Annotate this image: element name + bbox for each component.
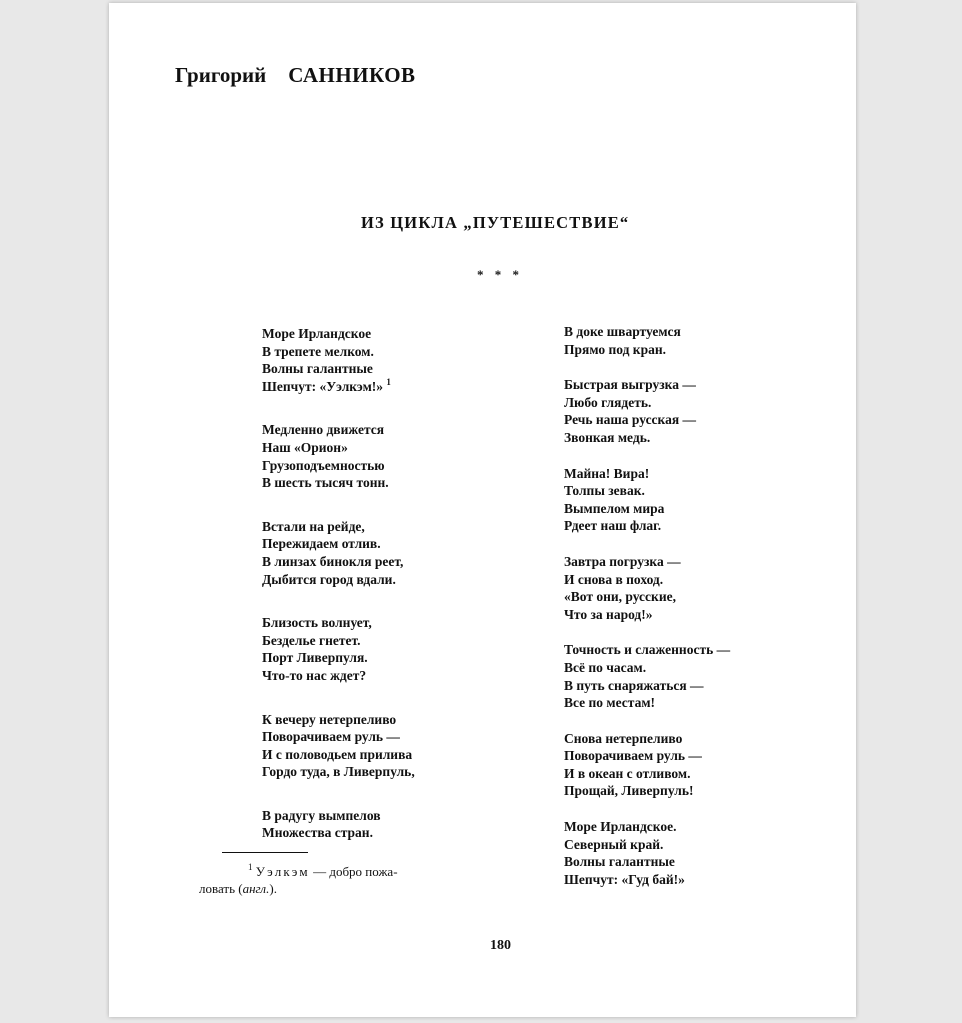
poem-line: Любо глядеть. xyxy=(564,394,652,410)
poem-line: Все по местам! xyxy=(564,695,656,711)
poem-line: Море Ирландское. xyxy=(564,819,677,835)
poem-line: Вымпелом мира xyxy=(564,500,665,516)
footnote-line xyxy=(199,863,459,880)
poem-line: И с половодьем прилива xyxy=(262,746,413,762)
footnote-text: ловать ( xyxy=(199,881,243,896)
poem-line: Поворачиваем руль — xyxy=(564,748,702,764)
author-name xyxy=(175,63,416,88)
stanza xyxy=(262,807,415,842)
poem-line: Поворачиваем руль — xyxy=(262,729,400,745)
poem-column-left xyxy=(262,325,415,861)
poem-line: Порт Ливерпуля. xyxy=(262,650,368,666)
poem-line: Волны галантные xyxy=(262,361,373,377)
footnote-text: — добро пожа- xyxy=(309,864,398,879)
poem-line: «Вот они, русские, xyxy=(564,589,676,605)
stanza xyxy=(564,641,730,711)
poem-line: Прощай, Ливерпуль! xyxy=(564,783,694,799)
poem-column-right xyxy=(564,323,730,906)
poem-line: Что за народ!» xyxy=(564,606,653,622)
footnote-text: ). xyxy=(269,881,277,896)
poem-line: Звонкая медь. xyxy=(564,429,651,445)
poem-line: Дыбится город вдали. xyxy=(262,571,396,587)
poem-line xyxy=(262,378,415,396)
stanza xyxy=(564,730,730,800)
poem-line: Снова нетерпеливо xyxy=(564,730,683,746)
poem-line: Что-то нас ждет? xyxy=(262,667,367,683)
book-page xyxy=(109,3,856,1017)
poem-line: К вечеру нетерпеливо xyxy=(262,711,397,727)
poem-line: Точность и слаженность — xyxy=(564,642,731,658)
asterism: * * * xyxy=(477,267,523,282)
poem-line: В доке швартуемся xyxy=(564,324,681,339)
page-number: 180 xyxy=(490,938,511,953)
stanza xyxy=(262,518,415,588)
footnote xyxy=(199,863,459,897)
poem-line: И в океан с отливом. xyxy=(564,765,691,781)
poem-line: Речь наша русская — xyxy=(564,412,697,428)
footnote-divider xyxy=(222,852,308,853)
stanza xyxy=(262,325,415,395)
poem-line: И снова в поход. xyxy=(564,571,664,587)
stanza xyxy=(262,711,415,781)
stanza xyxy=(262,614,415,684)
poem-line: В трепете мелком. xyxy=(262,343,374,359)
poem-line-text: Шепчут: «Уэлкэм!» xyxy=(262,378,384,394)
stanza xyxy=(564,465,730,535)
author-first-name: Григорий xyxy=(175,63,267,87)
footnote-term: Уэлкэм xyxy=(255,864,310,879)
poem-line: Рдеет наш флаг. xyxy=(564,518,662,534)
poem-line: Море Ирландское xyxy=(262,326,372,341)
poem-line: Грузоподъемностью xyxy=(262,457,385,473)
poem-line: Завтра погрузка — xyxy=(564,553,681,569)
poem-line: В шесть тысяч тонн. xyxy=(262,475,389,491)
stanza xyxy=(564,553,730,623)
poem-line: В радугу вымпелов xyxy=(262,807,381,823)
poem-line: Всё по часам. xyxy=(564,659,647,675)
poem-line: Близость волнует, xyxy=(262,615,372,631)
poem-line: В линзах бинокля реет, xyxy=(262,553,404,569)
poem-line: Прямо под кран. xyxy=(564,341,666,357)
poem-line: Медленно движется xyxy=(262,422,385,438)
cycle-title: ИЗ ЦИКЛА „ПУТЕШЕСТВИЕ“ xyxy=(361,213,630,232)
footnote-number: 1 xyxy=(248,862,253,872)
footnote-marker: 1 xyxy=(386,376,391,387)
poem-line: В путь снаряжаться — xyxy=(564,677,704,693)
footnote-line xyxy=(199,880,459,897)
poem-line: Шепчут: «Гуд бай!» xyxy=(564,871,685,887)
poem-line: Майна! Вира! xyxy=(564,465,650,481)
author-last-name: САННИКОВ xyxy=(288,63,416,87)
poem-line: Множества стран. xyxy=(262,825,373,841)
poem-line: Безделье гнетет. xyxy=(262,632,361,648)
poem-line: Гордо туда, в Ливерпуль, xyxy=(262,764,415,780)
stanza xyxy=(564,376,730,446)
poem-line: Северный край. xyxy=(564,836,664,852)
poem-line: Встали на рейде, xyxy=(262,518,365,534)
poem-line: Толпы зевак. xyxy=(564,483,645,499)
poem-line: Наш «Орион» xyxy=(262,439,348,455)
poem-line: Волны галантные xyxy=(564,854,675,870)
stanza xyxy=(262,421,415,491)
footnote-language: англ. xyxy=(242,881,270,896)
stanza xyxy=(564,818,730,888)
poem-line: Быстрая выгрузка — xyxy=(564,377,696,393)
poem-line: Пережидаем отлив. xyxy=(262,536,381,552)
stanza xyxy=(564,323,730,358)
